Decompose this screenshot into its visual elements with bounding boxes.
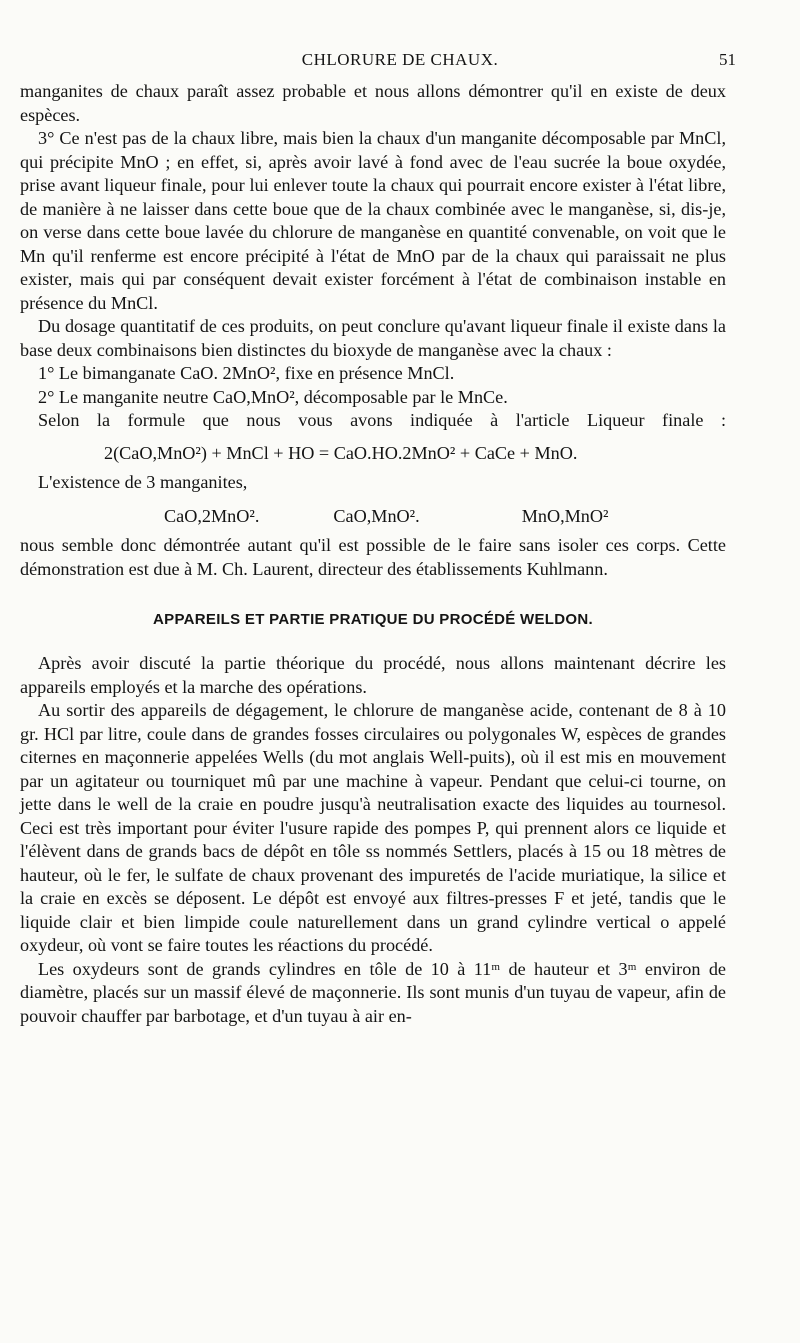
compound-1: CaO,2MnO². [164, 506, 260, 526]
paragraph-formule: Selon la formule que nous vous avons indiquée à l'article Liqueur finale : [38, 410, 726, 430]
running-title: CHLORURE DE CHAUX. [301, 50, 499, 69]
compound-2: CaO,MnO². [333, 506, 420, 526]
paragraph-demonstration: nous semble donc démontrée autant qu'il est possible de le faire sans isoler ces corps. Cette démonstration est due à M. Ch. Laurent, directeur des établissements Kuhlmann. [20, 535, 726, 579]
paragraph-dosage: Du dosage quantitatif de ces produits, on peut conclure qu'avant liqueur finale il existe dans la base deux combinaisons bien distinctes du bioxyde de manganèse avec la chaux : [20, 316, 726, 360]
running-head [0, 50, 800, 74]
chemical-equation: 2(CaO,MnO²) + MnCl + HO = CaO.HO.2MnO² + CaCe + MnO. [104, 442, 578, 463]
list-item-manganite-neutre: 2° Le manganite neutre CaO,MnO², décomposable par le MnCe. [38, 386, 508, 407]
paragraph-manganites: L'existence de 3 manganites, [38, 471, 248, 492]
paragraph-point-3: 3° Ce n'est pas de la chaux libre, mais bien la chaux d'un manganite décomposable par MnCl, qui précipite MnO ; en effet, si, après avoir lavé à fond avec de l'eau sucrée la boue oxydée, prise avant liqueur finale, pour lui enlever toute la chaux qui pourrait encore exister à l'état libre, de manière à ne laisser dans cette boue que de la chaux combinée avec le manganèse, si, dis-je, on verse dans cette boue lavée du chlorure de manganèse en quantité convenable, on voit que le Mn qu'il renferme est encore précipité à l'état de MnO par de la chaux qui paraissait ne plus exister, mais qui par conséquent devait exister forcément à l'état de combinaison instable en présence du MnCl. [20, 128, 726, 313]
compound-list [20, 494, 726, 534]
paragraph-continuation: manganites de chaux paraît assez probable et nous allons démontrer qu'il en existe de deux espèces. [20, 81, 726, 125]
paragraph-au-sortir: Au sortir des appareils de dégagement, le chlorure de manganèse acide, contenant de 8 à 10 gr. HCl par litre, coule dans de grandes fosses circulaires ou polygonales W, espèces de grandes citernes en maçonnerie appelées Wells (du mot anglais Well-puits), où il est mis en mouvement par un agitateur ou tourniquet mû par une machine à vapeur. Pendant que celui-ci tourne, on jette dans le well de la craie en poudre jusqu'à neutralisation exacte des liquides au tournesol. Ceci est très important pour éviter l'usure rapide des pompes P, qui prennent alors ce liquide et l'élèvent dans de grands bacs de dépôt en tôle ss nommés Settlers, placés à 15 ou 18 mètres de hauteur, où le fer, le sulfate de chaux provenant des impuretés de l'acide muriatique, la silice et la craie en excès se déposent. Le dépôt est envoyé aux filtres-presses F et jeté, tandis que le liquide clair et bien limpide coule naturellement dans un grand cylindre vertical o appelé oxydeur, où vont se faire toutes les réactions du procédé. [20, 700, 726, 955]
section-heading: APPAREILS ET PARTIE PRATIQUE DU PROCÉDÉ WELDON. [153, 611, 593, 628]
compound-3: MnO,MnO² [521, 506, 609, 526]
list-item-bimanganate: 1° Le bimanganate CaO. 2MnO², fixe en présence MnCl. [38, 363, 455, 383]
page-number: 51 [719, 50, 736, 69]
paragraph-oxydeurs: Les oxydeurs sont de grands cylindres en tôle de 10 à 11ᵐ de hauteur et 3ᵐ environ de diamètre, placés sur un massif élevé de maçonnerie. Ils sont munis d'un tuyau de vapeur, afin de pouvoir chauffer par barbotage, et d'un tuyau à air en- [20, 958, 726, 1026]
page-body [20, 80, 726, 1028]
paragraph-apres: Après avoir discuté la partie théorique du procédé, nous allons maintenant décrire les appareils employés et la marche des opérations. [20, 653, 726, 697]
